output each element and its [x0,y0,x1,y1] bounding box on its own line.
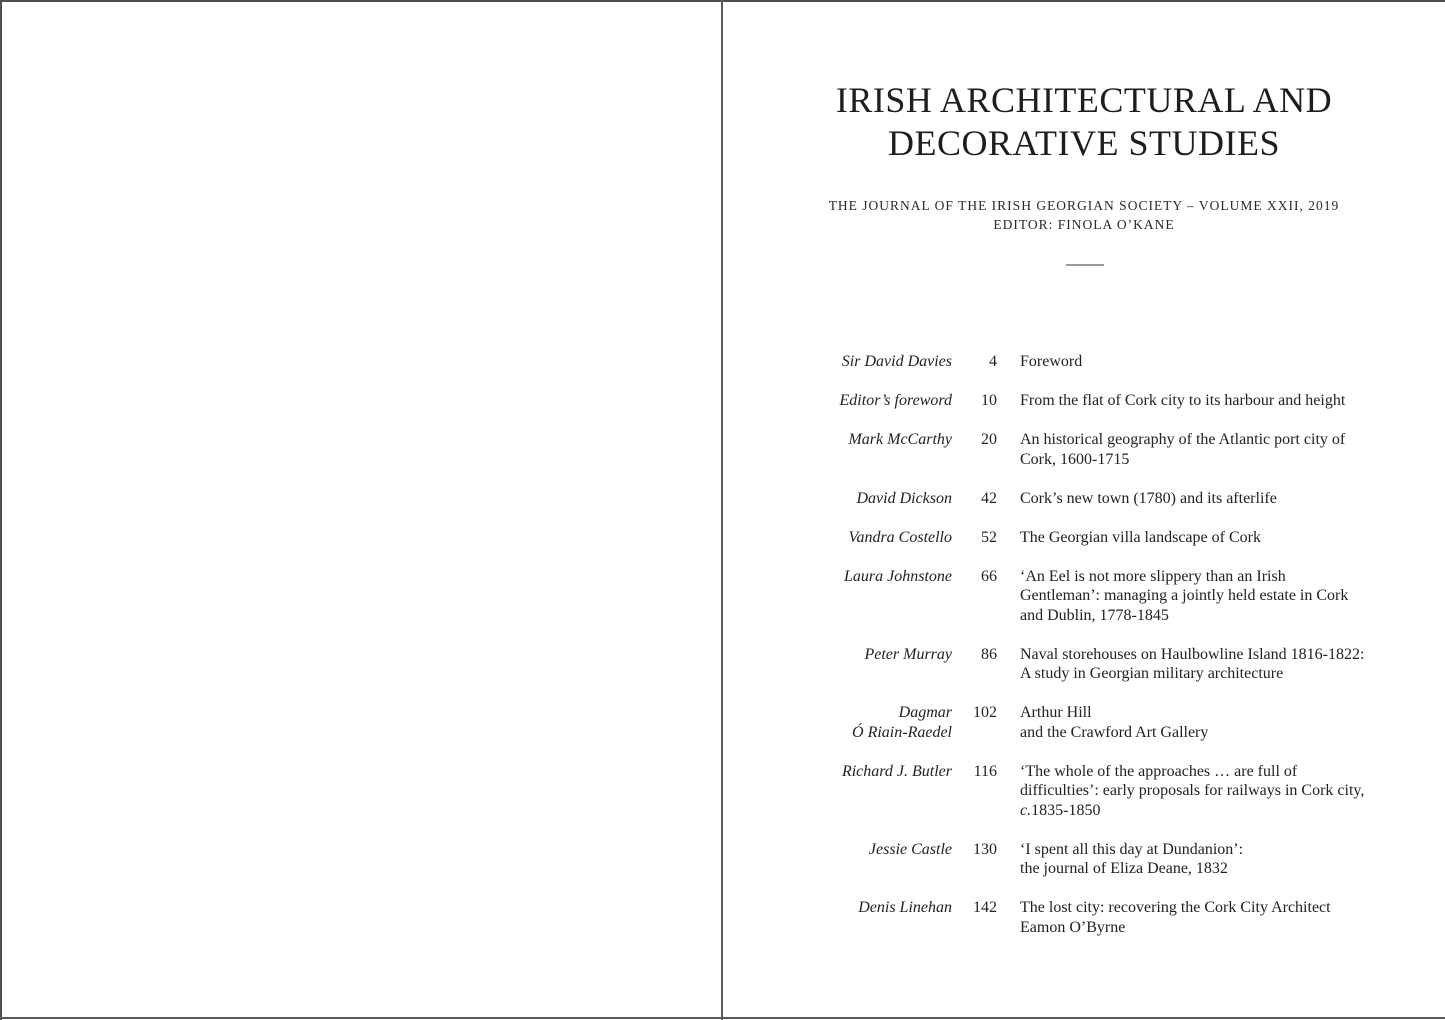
toc-author: Mark McCarthy [848,431,952,448]
toc-title: The lost city: recovering the Cork City Architect Eamon O’Byrne [1020,899,1331,936]
toc-page-number: 86 [981,645,997,663]
toc-author: Peter Murray [864,645,952,663]
toc-author: Richard J. Butler [841,762,952,780]
toc-page-number: 130 [973,840,997,858]
toc-title: From the flat of Cork city to its harbour and height [1020,392,1346,409]
toc-entry [723,430,1445,469]
toc-entry [723,703,1445,742]
journal-title-line1: IRISH ARCHITECTURAL AND [835,80,1333,120]
toc-title: Cork’s new town (1780) and its afterlife [1020,489,1277,507]
table-of-contents [723,352,1445,957]
toc-title: An historical geography of the Atlantic port city of Cork, 1600-1715 [1020,431,1346,468]
toc-page-number: 102 [973,704,997,721]
toc-title: The Georgian villa landscape of Cork [1020,528,1261,546]
toc-author: Dagmar Ó Riain-Raedel [852,704,952,741]
toc-entry [723,762,1445,821]
toc-author: Vandra Costello [848,528,952,546]
toc-page-number: 66 [981,567,997,585]
toc-entry [723,489,1445,509]
toc-title: Naval storehouses on Haulbowline Island 1816-1822: A study in Georgian military architecture [1020,645,1365,682]
toc-entry [723,352,1445,372]
toc-entry [723,567,1445,626]
toc-entry [723,840,1445,879]
journal-subtitle-line1: THE JOURNAL OF THE IRISH GEORGIAN SOCIETY – VOLUME XXII, 2019 [828,198,1340,213]
toc-entry [723,391,1445,411]
toc-author: Sir David Davies [841,353,952,370]
page-left-blank [0,0,721,1020]
toc-title: Arthur Hill and the Crawford Art Gallery [1020,704,1209,741]
journal-title-line2: DECORATIVE STUDIES [888,123,1280,163]
toc-title: ‘An Eel is not more slippery than an Irish Gentleman’: managing a jointly held estate in Cork and Dublin, 1778-1845 [1020,567,1349,624]
toc-title: Foreword [1020,353,1083,370]
toc-title: ‘I spent all this day at Dundanion’: the journal of Eliza Deane, 1832 [1020,840,1244,877]
toc-entry [723,645,1445,684]
journal-title [723,79,1445,165]
toc-page-number: 52 [981,528,997,546]
toc-entry [723,898,1445,937]
toc-author: Laura Johnstone [844,567,952,585]
toc-entry [723,528,1445,548]
toc-author: Jessie Castle [868,840,952,858]
toc-page-number: 42 [981,489,997,507]
journal-subtitle [723,197,1445,234]
toc-page-number: 116 [973,762,997,780]
toc-page-number: 142 [973,899,997,916]
toc-author: Editor’s foreword [839,392,952,409]
toc-page-number: 4 [989,353,997,370]
title-page [723,0,1445,1020]
toc-author: Denis Linehan [858,899,952,916]
scan-border-left [0,0,2,1020]
ornament-rule [1066,264,1104,266]
toc-page-number: 20 [981,431,997,448]
toc-author: David Dickson [856,489,952,507]
toc-page-number: 10 [981,392,997,409]
journal-subtitle-line2: EDITOR: FINOLA O’KANE [993,216,1175,232]
toc-title: ‘The whole of the approaches … are full of difficulties’: early proposals for railways in Cork city, c.1835-1850 [1020,762,1365,819]
